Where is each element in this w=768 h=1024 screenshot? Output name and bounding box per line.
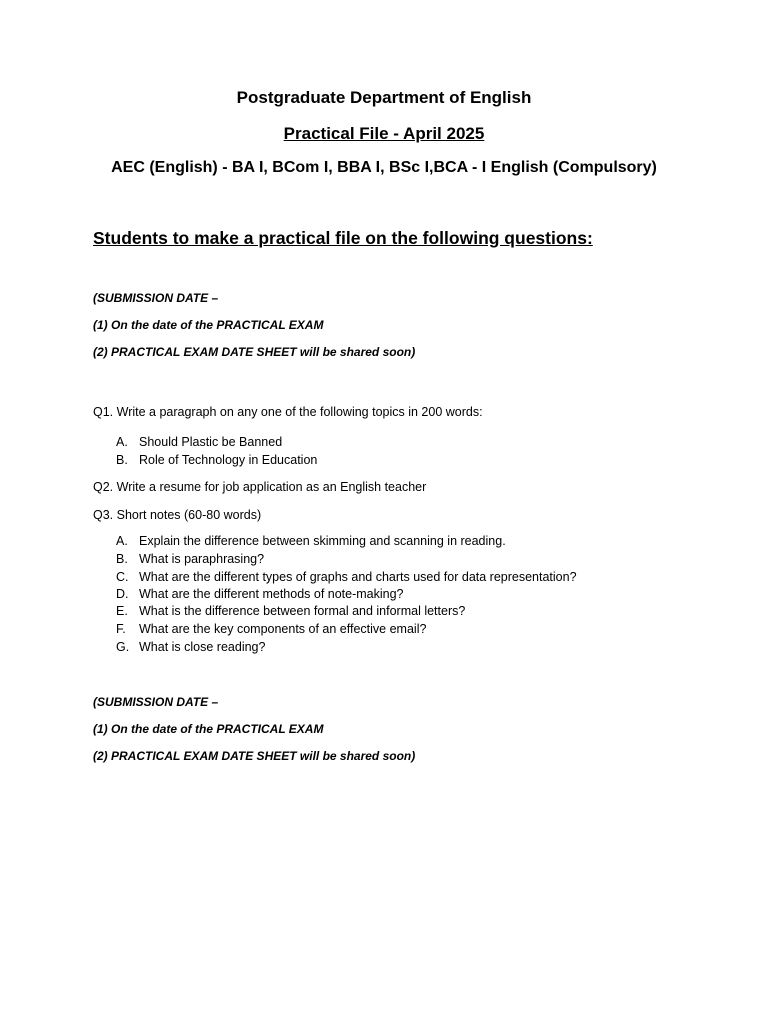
question-3-option-a bbox=[116, 534, 506, 548]
submission-note-1-top: (1) On the date of the PRACTICAL EXAM bbox=[93, 318, 324, 332]
option-text: Explain the difference between skimming and scanning in reading. bbox=[139, 534, 506, 548]
option-letter: D. bbox=[116, 587, 129, 601]
option-letter: B. bbox=[116, 453, 128, 467]
option-text: What is paraphrasing? bbox=[139, 552, 265, 566]
question-1: Q1. Write a paragraph on any one of the following topics in 200 words: bbox=[93, 405, 483, 419]
question-1-option-b bbox=[116, 453, 317, 467]
option-letter: G. bbox=[116, 640, 130, 654]
option-text: What are the key components of an effective email? bbox=[139, 622, 427, 636]
question-1-option-a bbox=[116, 435, 282, 449]
course-line: AEC (English) - BA I, BCom I, BBA I, BSc I,BCA - I English (Compulsory) bbox=[111, 159, 657, 176]
question-3-option-e bbox=[116, 604, 465, 618]
department-title: Postgraduate Department of English bbox=[236, 88, 532, 107]
practical-file-title: Practical File - April 2025 bbox=[283, 124, 485, 143]
question-3: Q3. Short notes (60-80 words) bbox=[93, 508, 262, 522]
question-3-option-b bbox=[116, 552, 264, 566]
option-letter: A. bbox=[116, 435, 128, 449]
submission-date-label-bottom: (SUBMISSION DATE – bbox=[93, 695, 219, 709]
question-3-option-f bbox=[116, 622, 426, 636]
question-2: Q2. Write a resume for job application as an English teacher bbox=[93, 480, 427, 494]
question-3-option-c bbox=[116, 570, 577, 584]
submission-date-label-top: (SUBMISSION DATE – bbox=[93, 291, 219, 305]
option-text: What are the different methods of note-making? bbox=[139, 587, 404, 601]
option-letter: F. bbox=[116, 622, 126, 636]
option-letter: B. bbox=[116, 552, 128, 566]
submission-note-2-top: (2) PRACTICAL EXAM DATE SHEET will be shared soon) bbox=[93, 345, 416, 359]
option-text: Should Plastic be Banned bbox=[139, 435, 283, 449]
option-letter: A. bbox=[116, 534, 128, 548]
option-text: What is close reading? bbox=[139, 640, 266, 654]
option-letter: C. bbox=[116, 570, 129, 584]
option-text: What are the different types of graphs and charts used for data representation? bbox=[139, 570, 577, 584]
option-text: Role of Technology in Education bbox=[139, 453, 318, 467]
instruction-heading: Students to make a practical file on the following questions: bbox=[93, 228, 593, 248]
option-letter: E. bbox=[116, 604, 128, 618]
question-3-option-g bbox=[116, 640, 265, 654]
option-text: What is the difference between formal and informal letters? bbox=[139, 604, 466, 618]
submission-note-2-bottom: (2) PRACTICAL EXAM DATE SHEET will be shared soon) bbox=[93, 749, 416, 763]
submission-note-1-bottom: (1) On the date of the PRACTICAL EXAM bbox=[93, 722, 324, 736]
question-3-option-d bbox=[116, 587, 404, 601]
